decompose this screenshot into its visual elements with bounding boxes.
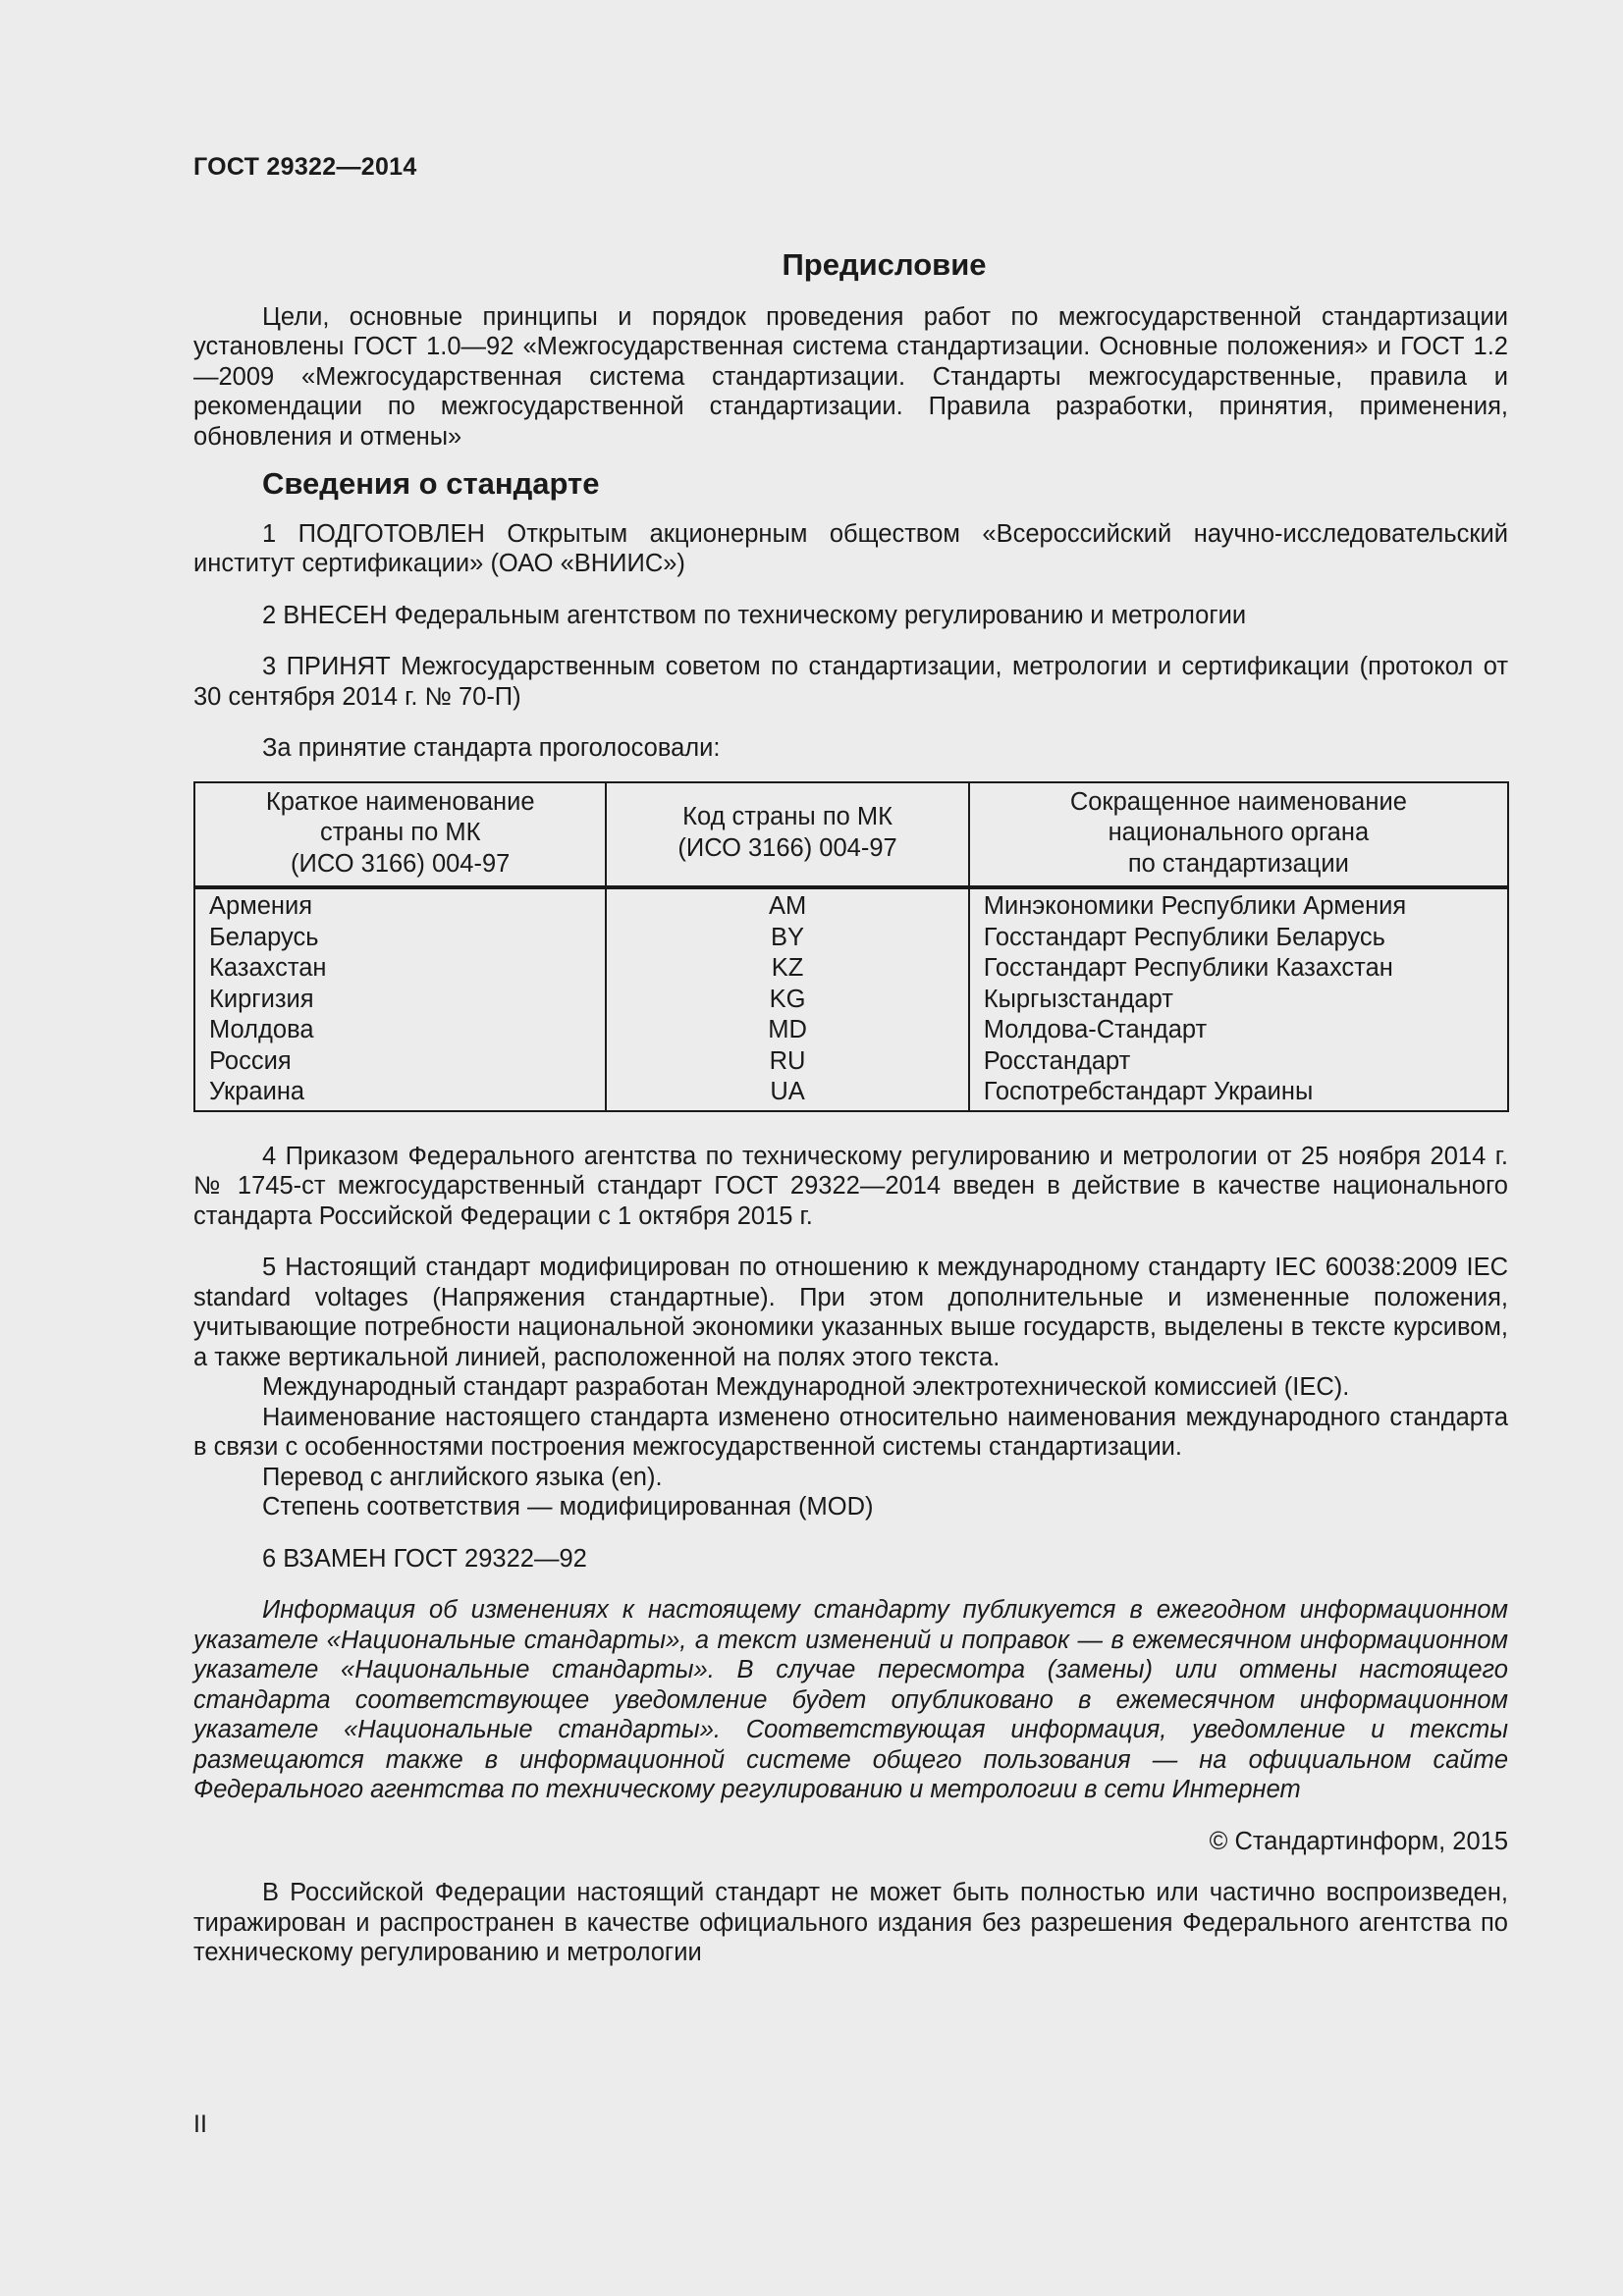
item-prepared: 1 ПОДГОТОВЛЕН Открытым акционерным обществом «Всероссийский научно-исследовательский институт сертификации» (ОАО «ВНИИС»): [193, 519, 1508, 577]
country-code: RU: [606, 1046, 968, 1078]
foreword-title: Предисловие: [782, 247, 987, 282]
country-name: Казахстан: [194, 953, 606, 985]
country-code: KZ: [606, 953, 968, 985]
national-body: Кыргызстандарт: [969, 985, 1508, 1016]
item-modified: 5 Настоящий стандарт модифицирован по отношению к международному стандарту IEC 60038:2009 IEC standard voltages (Напряжения стандартные). При этом дополнительные и измененные положения, учитывающие потребности национальной экономики указанных выше государств, выделены в тексте курсивом, а также вертикальной линией, расположенной на полях этого текста.: [193, 1254, 1508, 1371]
item-enacted: 4 Приказом Федерального агентства по техническому регулированию и метрологии от 25 ноября 2014 г. № 1745-ст межгосударственный стандарт ГОСТ 29322—2014 введен в действие в качестве национального стандарта Российской Федерации с 1 октября 2015 г.: [193, 1142, 1508, 1230]
national-body: Минэкономики Республики Армения: [969, 887, 1508, 923]
country-name: Беларусь: [194, 923, 606, 954]
copyright: © Стандартинформ, 2015: [1209, 1827, 1508, 1855]
vote-table-header-row: [194, 782, 1508, 888]
table-row: [194, 985, 1508, 1016]
vote-intro: За принятие стандарта проголосовали:: [262, 734, 721, 762]
table-row: [194, 1077, 1508, 1111]
changes-info: Информация об изменениях к настоящему стандарту публикуется в ежегодном информационном указателе «Национальные стандарты», а текст изменений и поправок — в ежемесячном информационном указателе «Национальные стандарты». В случае пересмотра (замены) или отмены настоящего стандарта соответствующее уведомление будет опубликовано в ежемесячном информационном указателе «Национальные стандарты». Соответствующая информация, уведомление и тексты размещаются также в информационной системе общего пользования — на официальном сайте Федерального агентства по техническому регулированию и метрологии в сети Интернет: [193, 1596, 1508, 1803]
country-name: Молдова: [194, 1015, 606, 1046]
item-modified-translation: Перевод с английского языка (en).: [262, 1463, 663, 1491]
reproduction-notice: В Российской Федерации настоящий стандарт не может быть полностью или частично воспроизведен, тиражирован и распространен в качестве официального издания без разрешения Федерального агентства по техническому регулированию и метрологии: [193, 1879, 1508, 1966]
table-row: [194, 923, 1508, 954]
vote-table: [193, 781, 1509, 1112]
country-code: UA: [606, 1077, 968, 1111]
header-country-name: Краткое наименование страны по МК (ИСО 3166) 004-97: [194, 782, 606, 888]
item-adopted: 3 ПРИНЯТ Межгосударственным советом по стандартизации, метрологии и сертификации (протокол от 30 сентября 2014 г. № 70-П): [193, 653, 1508, 711]
header-country-code: Код страны по МК (ИСО 3166) 004-97: [606, 782, 968, 888]
table-row: [194, 887, 1508, 923]
page-number: II: [193, 2110, 207, 2138]
country-code: MD: [606, 1015, 968, 1046]
country-code: KG: [606, 985, 968, 1016]
foreword-intro: Цели, основные принципы и порядок проведения работ по межгосударственной стандартизации установлены ГОСТ 1.0—92 «Межгосударственная система стандартизации. Основные положения» и ГОСТ 1.2—2009 «Межгосударственная система стандартизации. Стандарты межгосударственные, правила и рекомендации по межгосударственной стандартизации. Правила разработки, принятия, применения, обновления и отмены»: [193, 302, 1508, 451]
table-row: [194, 1046, 1508, 1078]
country-name: Армения: [194, 887, 606, 923]
country-name: Киргизия: [194, 985, 606, 1016]
national-body: Росстандарт: [969, 1046, 1508, 1078]
national-body: Госпотребстандарт Украины: [969, 1077, 1508, 1111]
standard-code-header: ГОСТ 29322—2014: [193, 153, 417, 181]
country-code: AM: [606, 887, 968, 923]
standard-info-title: Сведения о стандарте: [262, 466, 600, 501]
table-row: [194, 1015, 1508, 1046]
item-replaces: 6 ВЗАМЕН ГОСТ 29322—92: [262, 1544, 587, 1573]
header-national-body: Сокращенное наименование национального органа по стандартизации: [969, 782, 1508, 888]
country-code: BY: [606, 923, 968, 954]
item-modified-name: Наименование настоящего стандарта изменено относительно наименования международного стандарта в связи с особенностями построения межгосударственной системы стандартизации.: [193, 1403, 1508, 1461]
item-modified-degree: Степень соответствия — модифицированная (MOD): [262, 1493, 874, 1521]
item-introduced: 2 ВНЕСЕН Федеральным агентством по техническому регулированию и метрологии: [262, 601, 1247, 629]
document-body: [193, 247, 1508, 1968]
item-modified-iec: Международный стандарт разработан Международной электротехнической комиссией (IEC).: [262, 1373, 1350, 1401]
table-row: [194, 953, 1508, 985]
national-body: Госстандарт Республики Казахстан: [969, 953, 1508, 985]
country-name: Украина: [194, 1077, 606, 1111]
national-body: Молдова-Стандарт: [969, 1015, 1508, 1046]
national-body: Госстандарт Республики Беларусь: [969, 923, 1508, 954]
country-name: Россия: [194, 1046, 606, 1078]
